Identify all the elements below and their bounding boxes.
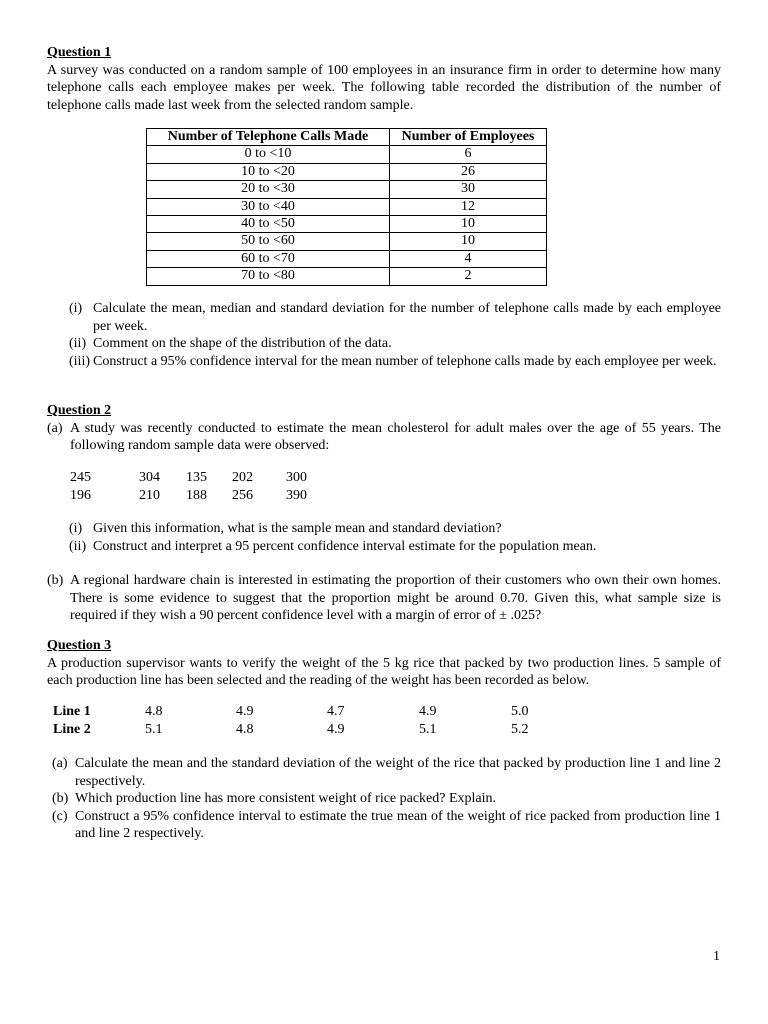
data-value: 4.7: [327, 704, 345, 719]
table-cell: 12: [390, 198, 547, 215]
line-name: Line 2: [53, 721, 91, 737]
data-row: [70, 469, 370, 487]
table-cell: 10: [390, 216, 547, 233]
item-label: (ii): [69, 336, 87, 351]
column-header-calls: Number of Telephone Calls Made: [147, 129, 390, 146]
question-3: [47, 637, 721, 841]
item-label: (i): [69, 521, 83, 536]
data-value: 4.8: [236, 721, 254, 737]
table-row: [147, 198, 547, 215]
table-row: [147, 146, 547, 163]
table-cell: 60 to <70: [147, 250, 390, 267]
list-item: [47, 572, 721, 625]
data-value: 304: [139, 470, 160, 485]
question-2-title: Question 2: [47, 403, 112, 418]
item-text: Calculate the mean, median and standard deviation for the number of telephone calls made by each employee per week.: [93, 301, 721, 334]
data-value: 245: [70, 470, 91, 485]
data-value: 5.1: [145, 721, 163, 737]
table-row: [147, 181, 547, 198]
table-row: [147, 268, 547, 285]
item-text: Construct and interpret a 95 percent confidence interval estimate for the population mean.: [93, 538, 597, 554]
question-3-title: Question 3: [47, 638, 112, 653]
question-2a-items: [47, 520, 721, 555]
table-cell: 10: [390, 233, 547, 250]
data-value: 210: [139, 487, 160, 503]
item-label: (a): [47, 420, 63, 436]
data-value: 202: [232, 470, 253, 485]
table-row: [147, 250, 547, 267]
question-1-intro: A survey was conducted on a random sample of 100 employees in an insurance firm in order to determine how many telephone calls each employee makes per week. The following table recorded the distribution of the number of telephone calls made last week from the selected random sample.: [47, 62, 721, 113]
table-cell: 70 to <80: [147, 268, 390, 285]
telephone-calls-table: [146, 128, 547, 286]
list-item: [47, 755, 721, 790]
data-value: 5.2: [511, 721, 529, 737]
data-value: 188: [186, 487, 207, 503]
line-row: [53, 721, 653, 739]
question-1: [47, 44, 721, 369]
data-value: 4.9: [419, 704, 437, 719]
table-cell: 6: [390, 146, 547, 163]
list-item: [47, 790, 721, 808]
question-3-intro: A production supervisor wants to verify the weight of the 5 kg rice that packed by two production lines. 5 sample of each production line has been selected and the reading of the weight has been recorded as below.: [47, 655, 721, 688]
item-text: Calculate the mean and the standard deviation of the weight of the rice that packed by production line 1 and line 2 respectively.: [75, 756, 721, 789]
data-value: 135: [186, 470, 207, 485]
data-row: [70, 487, 370, 505]
table-cell: 26: [390, 163, 547, 180]
data-value: 5.0: [511, 704, 529, 719]
question-2a: [47, 420, 721, 455]
table-cell: 4: [390, 250, 547, 267]
data-value: 196: [70, 487, 91, 503]
item-label: (c): [52, 808, 68, 824]
line-name: Line 1: [53, 704, 91, 719]
list-item: [47, 353, 721, 371]
list-item: [47, 520, 721, 538]
data-value: 256: [232, 487, 253, 503]
item-label: (i): [69, 301, 83, 316]
data-value: 4.9: [327, 721, 345, 737]
list-item: [47, 808, 721, 843]
table-cell: 2: [390, 268, 547, 285]
question-3-items: [47, 755, 721, 843]
question-1-items: [47, 300, 721, 370]
question-2b: [47, 572, 721, 625]
item-text: Which production line has more consistent weight of rice packed? Explain.: [75, 791, 497, 806]
table-row: [147, 216, 547, 233]
data-value: 4.9: [236, 704, 254, 719]
data-value: 5.1: [419, 721, 437, 737]
data-value: 390: [286, 487, 307, 503]
item-label: (b): [52, 791, 69, 806]
data-value: 300: [286, 470, 307, 485]
cholesterol-data: [70, 469, 370, 504]
table-cell: 50 to <60: [147, 233, 390, 250]
list-item: [47, 335, 721, 353]
item-label: (b): [47, 573, 64, 588]
item-text: A regional hardware chain is interested in estimating the proportion of their customers who own their own homes. There is some evidence to suggest that the proportion might be around 0.70. Given this, what sample size is required if they wish a 90 percent confidence level with a margin of error of ± .025?: [70, 573, 721, 623]
item-text: Construct a 95% confidence interval for the mean number of telephone calls made by each employee per week.: [93, 353, 717, 369]
question-1-title: Question 1: [47, 45, 112, 60]
table-cell: 0 to <10: [147, 146, 390, 163]
table-cell: 30: [390, 181, 547, 198]
item-label: (iii): [69, 353, 90, 369]
item-text: A study was recently conducted to estimate the mean cholesterol for adult males over the age of 55 years. The following random sample data were observed:: [70, 420, 721, 453]
table-row: [147, 163, 547, 180]
data-value: 4.8: [145, 704, 163, 719]
table-cell: 20 to <30: [147, 181, 390, 198]
list-item: [47, 300, 721, 335]
line-row: [53, 703, 653, 721]
table-row: [147, 233, 547, 250]
column-header-employees: Number of Employees: [390, 129, 547, 146]
item-label: (ii): [69, 538, 87, 554]
item-text: Given this information, what is the sample mean and standard deviation?: [93, 521, 502, 536]
item-text: Comment on the shape of the distribution of the data.: [93, 336, 392, 351]
item-label: (a): [52, 756, 68, 771]
page-number: 1: [713, 949, 720, 964]
table-cell: 10 to <20: [147, 163, 390, 180]
weight-readings: [53, 703, 653, 738]
question-2: [47, 402, 721, 623]
table-header-row: [147, 129, 547, 146]
table-cell: 40 to <50: [147, 216, 390, 233]
table-cell: 30 to <40: [147, 198, 390, 215]
item-text: Construct a 95% confidence interval to estimate the true mean of the weight of rice packed from production line 1 and line 2 respectively.: [75, 808, 721, 841]
list-item: [47, 538, 721, 556]
